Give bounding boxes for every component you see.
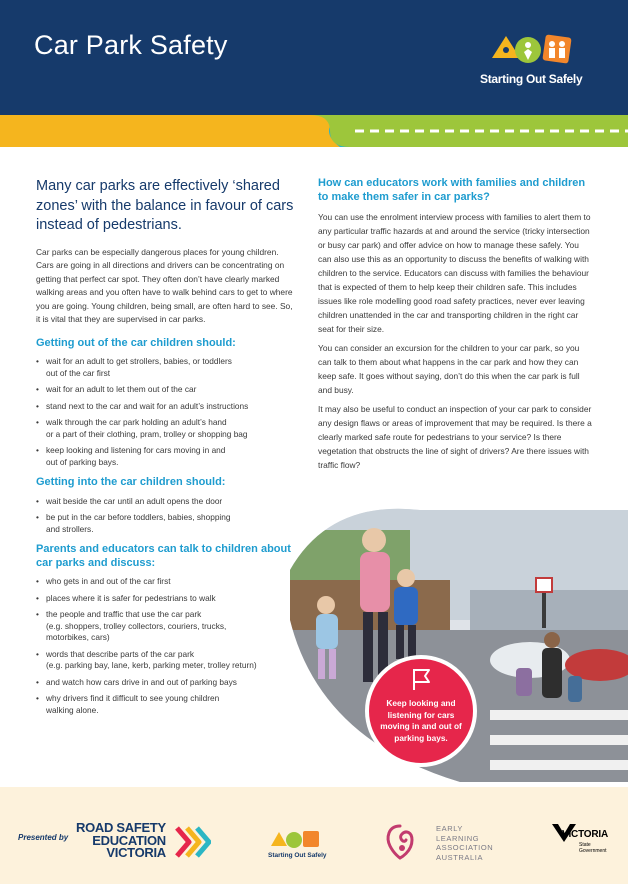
inspection-paragraph: It may also be useful to conduct an inspection of your car park to consider any design flaws or areas of improvement that may be required. Is there a clearly marked safe route for pedestrians to your service? Is there vegetation that obstructs the line of sight of drivers? Are there issues with traffic flow? [318,404,592,470]
list-item: • stand next to the car and wait for an adult’s instructions [36,401,298,413]
vic-sub-line: State [579,842,591,848]
list-item: • wait beside the car until an adult opens the door [36,496,298,508]
page-title: Car Park Safety [34,30,228,60]
section-heading-discuss: Parents and educators can talk to children about car parks and discuss: [36,543,291,569]
victoria-logo-text: VICTORIA [562,829,608,840]
road-stripe [0,115,628,147]
intro-paragraph: Car parks can be especially dangerous places for young children. Cars are going in all directions and drivers can be concentrating on getting that perfect car spot. They often don’t have clearly marked walking areas and you often have to walk behind cars to get to where you are going. Young children, being small, are often hard to see. So, it is vital that they are supervised in car parks. [36,246,293,324]
safety-tip-text: Keep looking and listening for cars moving in and out of parking bays. [380,698,462,743]
state-government-text [579,842,607,854]
chevron-right-icon [175,824,211,860]
ela-line: ASSOCIATION [436,843,494,852]
section-heading-getting-out: Getting out of the car children should: [36,336,236,349]
ela-logo-icon [382,822,418,862]
educators-paragraph: You can use the enrolment interview process with families to alert them to any particular traffic hazards at and around the service (tricky intersection or busy car park) and offer advice on how to manage these safely. You can also use this as an opportunity to discuss the benefits of walking with children to the service. Educators can discuss with families the behaviour that is expected of them to help keep their children safe. This includes issues like role modelling good road safety practices, never ever leaving children unattended in the car and transporting children in the right car seat for their size. [318,212,591,334]
list-item: • be put in the car before toddlers, babies, shopping and strollers. [36,512,298,535]
ela-line: AUSTRALIA [436,852,484,862]
getting-into-list [36,496,298,536]
list-item: • and watch how cars drive in and out of parking bays [36,677,298,689]
starting-out-safely-footer-logo [265,820,325,856]
list-item: • walk through the car park holding an adult’s hand or a part of their clothing, pram, trolley or shopping bag [36,417,298,440]
flag-icon [408,666,434,692]
ela-logo-text [436,824,493,862]
starting-out-safely-footer-text: Starting Out Safely [268,852,327,859]
list-item: • places where it is safer for pedestrians to walk [36,593,298,605]
list-item: • words that describe parts of the car park (e.g. parking bay, lane, kerb, parking meter, trolley return) [36,649,298,672]
presented-by-label: Presented by [18,833,69,842]
list-item: • keep looking and listening for cars moving in and out of parking bays. [36,445,298,468]
list-item: • the people and traffic that use the car park (e.g. shoppers, trolley collectors, couriers, trucks, motorbikes, cars) [36,609,298,644]
right-column [318,177,593,477]
excursion-paragraph: You can consider an excursion for the children to your car park, so you can talk to them about what happens in the car park and how they can keep safe. It goes without saying, don’t do this when the car park is full and busy. [318,343,580,395]
list-item: • wait for an adult to let them out of the car [36,384,298,396]
list-item: • wait for an adult to get strollers, babies, or toddlers out of the car first [36,356,298,379]
lead-statement: Many car parks are effectively ‘shared zones’ with the balance in favour of cars instead of pedestrians. [36,178,294,233]
left-column [36,177,298,722]
rsev-line: VICTORIA [106,845,166,860]
section-heading-educators: How can educators work with families and children to make them safer in car parks? [318,177,586,203]
list-item: • why drivers find it difficult to see young children walking alone. [36,693,298,716]
rsev-line: ROAD SAFETY [76,820,166,835]
logo-text: Starting Out Safely [480,72,583,86]
discuss-list [36,576,298,716]
list-item: • who gets in and out of the car first [36,576,298,588]
ela-line: EARLY [436,824,464,833]
rsev-line: EDUCATION [92,832,166,848]
rsev-logo-text [76,822,166,860]
section-heading-getting-into: Getting into the car children should: [36,476,226,488]
ela-line: LEARNING [436,833,480,843]
getting-out-list [36,356,298,468]
vic-sub-line: Government [579,848,607,854]
